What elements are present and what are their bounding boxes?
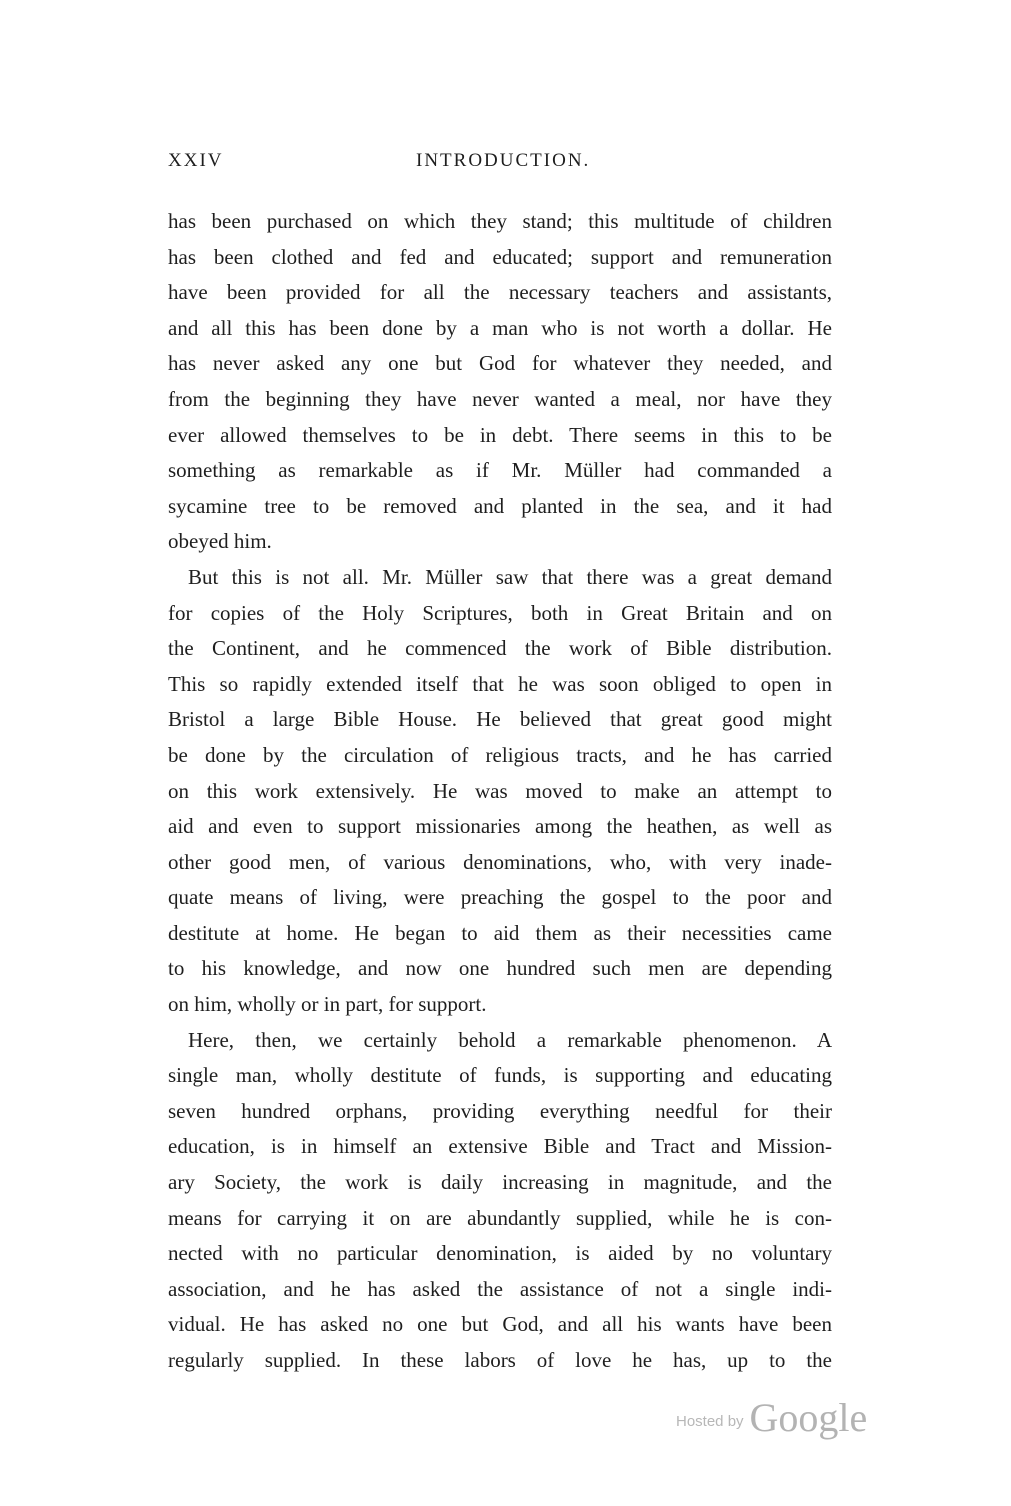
text-line: single man, wholly destitute of funds, is supporting and educating: [168, 1063, 832, 1088]
paragraph: [168, 560, 832, 1023]
text-line: But this is not all. Mr. Müller saw that there was a great demand: [188, 564, 832, 589]
text-line: be done by the circulation of religious tracts, and he has carried: [168, 742, 832, 767]
watermark-hosted-by-text: Hosted by: [676, 1413, 744, 1430]
paragraph: [168, 204, 832, 560]
text-line: from the beginning they have never wanted a meal, nor have they: [168, 386, 832, 411]
text-line: means for carrying it on are abundantly supplied, while he is con-: [168, 1205, 832, 1230]
text-line: association, and he has asked the assistance of not a single indi-: [168, 1276, 832, 1301]
text-line: the Continent, and he commenced the work of Bible distribution.: [168, 636, 832, 661]
text-line: sycamine tree to be removed and planted in the sea, and it had: [168, 493, 832, 518]
text-line: has been clothed and fed and educated; support and remuneration: [168, 244, 832, 269]
text-line: on this work extensively. He was moved to make an attempt to: [168, 778, 832, 803]
body-text: [168, 204, 832, 1379]
text-line: ever allowed themselves to be in debt. There seems in this to be: [168, 422, 832, 447]
text-line: Here, then, we certainly behold a remarkable phenomenon. A: [188, 1027, 832, 1052]
text-line: education, is in himself an extensive Bible and Tract and Mission-: [168, 1134, 832, 1159]
text-line: obeyed him.: [168, 529, 272, 554]
text-line: destitute at home. He began to aid them as their necessities came: [168, 920, 832, 945]
text-line: has been purchased on which they stand; this multitude of children: [168, 209, 832, 233]
text-line: quate means of living, were preaching the gospel to the poor and: [168, 885, 832, 910]
text-line: to his knowledge, and now one hundred such men are depending: [168, 956, 832, 981]
paragraph: [168, 1023, 832, 1379]
text-line: vidual. He has asked no one but God, and all his wants have been: [168, 1312, 832, 1337]
text-line: Bristol a large Bible House. He believed that great good might: [168, 707, 832, 732]
text-line: on him, wholly or in part, for support.: [168, 992, 487, 1017]
text-line: This so rapidly extended itself that he was soon obliged to open in: [168, 671, 832, 696]
text-line: seven hundred orphans, providing everything needful for their: [168, 1098, 832, 1123]
page-number: XXIV: [168, 150, 224, 171]
google-logo: Google: [749, 1395, 868, 1440]
text-line: aid and even to support missionaries among the heathen, as well as: [168, 814, 832, 839]
text-line: for copies of the Holy Scriptures, both in Great Britain and on: [168, 600, 832, 625]
text-line: have been provided for all the necessary teachers and assistants,: [168, 280, 832, 305]
text-line: other good men, of various denominations, who, with very inade-: [168, 849, 832, 874]
text-line: regularly supplied. In these labors of love he has, up to the: [168, 1348, 832, 1372]
running-title: INTRODUCTION.: [416, 150, 591, 171]
hosted-by-google-watermark: [676, 1388, 867, 1438]
text-line: ary Society, the work is daily increasing in magnitude, and the: [168, 1170, 832, 1195]
text-line: has never asked any one but God for whatever they needed, and: [168, 351, 832, 376]
page-header: [168, 150, 832, 184]
text-line: something as remarkable as if Mr. Müller had commanded a: [168, 458, 832, 483]
text-line: and all this has been done by a man who is not worth a dollar. He: [168, 315, 832, 340]
text-line: nected with no particular denomination, is aided by no voluntary: [168, 1241, 832, 1266]
